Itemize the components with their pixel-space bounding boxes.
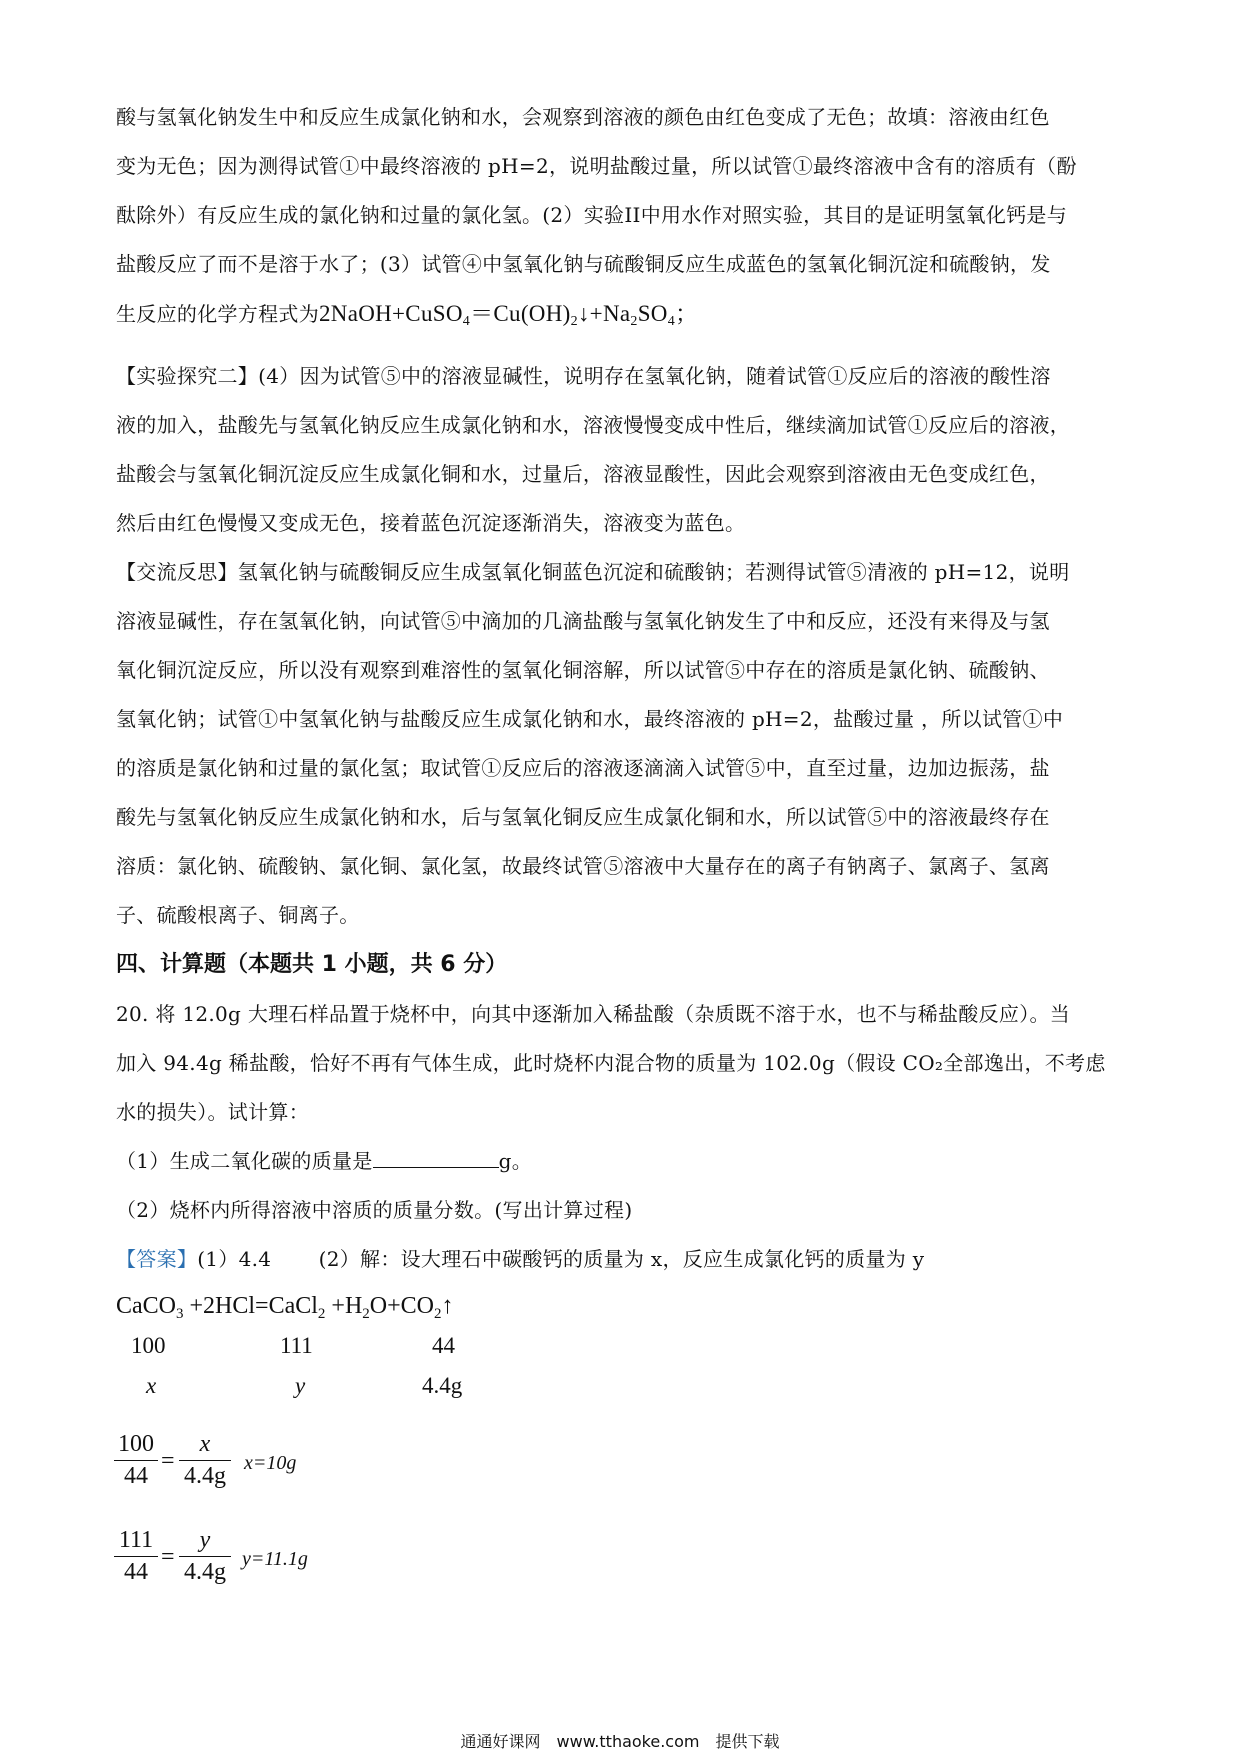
mass-co2: 4.4g [422,1373,463,1398]
fraction-y-4-4g: y 4.4g [179,1527,231,1586]
text-line: 酸先与氢氧化钠反应生成氯化钠和水，后与氢氧化铜反应生成氯化铜和水，所以试管⑤中的溶液最终存在 [116,805,1050,829]
caco3-hcl-equation: CaCO$_3$ +2HCl=CaCl$_2$ $+H_2O+CO_2↑$ [116,1293,454,1322]
text-line: 子、硫酸根离子、铜离子。 [116,903,360,927]
explanation-paragraph-1 [116,93,1134,339]
fraction-111-44: 111 44 [114,1527,158,1586]
page-footer: 通通好课网 www.tthaoke.com 提供下载 [460,1732,780,1751]
explanation-paragraph-3 [116,548,1134,940]
text-line: 然后由红色慢慢又变成无色，接着蓝色沉淀逐渐消失，溶液变为蓝色。 [116,511,746,535]
equals-sign: = [161,1544,175,1570]
text-line: 加入 94.4g 稀盐酸，恰好不再有气体生成，此时烧杯内混合物的质量为 102.0g（假设 CO₂全部逸出，不考虑 [116,1051,1106,1075]
text-line: 盐酸会与氢氧化铜沉淀反应生成氯化铜和水，过量后，溶液显酸性，因此会观察到溶液由无色变成红色， [116,462,1050,486]
answer-tag: 【答案】 [116,1247,198,1271]
text-line: 20. 将 12.0g 大理石样品置于烧杯中，向其中逐渐加入稀盐酸（杂质既不溶于水，也不与稀盐酸反应）。当 [116,1002,1071,1026]
unknown-x: x [146,1373,157,1398]
ratio-cacl2: 111 [280,1333,313,1358]
equals-sign: = [161,1448,175,1474]
unknown-y: y [295,1373,306,1398]
sub-question-2: （2）烧杯内所得溶液中溶质的质量分数。(写出计算过程) [116,1198,633,1222]
equation-line [116,289,1134,339]
text-line: 盐酸反应了而不是溶于水了；(3）试管④中氢氧化钠与硫酸铜反应生成蓝色的氢氧化铜沉淀和硫酸钠，发 [116,252,1051,276]
result-x: x=10g [244,1452,297,1474]
text-line: 氢氧化钠；试管①中氢氧化钠与盐酸反应生成氯化钠和水，最终溶液的 pH=2，盐酸过量 ，所以试管①中 [116,707,1064,731]
answer-text: (1）4.4 (2）解：设大理石中碳酸钙的质量为 x，反应生成氯化钙的质量为 y [197,1247,925,1271]
text-line: 的溶质是氯化钠和过量的氯化氢；取试管①反应后的溶液逐滴滴入试管⑤中，直至过量，边加边振荡，盐 [116,756,1050,780]
answer-blank [373,1149,499,1168]
fraction-100-44: 100 44 [114,1431,158,1490]
fraction-x-4-4g: x 4.4g [179,1431,231,1490]
text-line: 溶液显碱性，存在氢氧化钠，向试管⑤中滴加的几滴盐酸与氢氧化钠发生了中和反应，还没有来得及与氢 [116,609,1050,633]
result-y: y=11.1g [242,1548,308,1570]
equation-prefix: 生反应的化学方程式为 [116,302,319,326]
text-line: 酞除外）有反应生成的氯化钠和过量的氯化氢。(2）实验II中用水作对照实验，其目的是证明氢氧化钙是与 [116,203,1068,227]
text-line: 酸与氢氧化钠发生中和反应生成氯化钠和水，会观察到溶液的颜色由红色变成了无色；故填：溶液由红色 [116,105,1050,129]
text-line: 【实验探究二】(4）因为试管⑤中的溶液显碱性，说明存在氢氧化钠，随着试管①反应后的溶液的酸性溶 [116,364,1051,388]
ratio-co2: 44 [432,1333,455,1358]
naoh-cuso4-equation: $2NaOH+CuSO_4=Cu(OH)_2↓+Na_2SO_4$； [319,301,699,329]
text-line: 氧化铜沉淀反应，所以没有观察到难溶性的氢氧化铜溶解，所以试管⑤中存在的溶质是氯化钠、硫酸钠、 [116,658,1050,682]
ratio-caco3: 100 [131,1333,166,1358]
explanation-paragraph-2 [116,352,1134,548]
text-line: 水的损失）。试计算： [116,1100,309,1124]
answer-line [116,1235,1134,1284]
text-line: 变为无色；因为测得试管①中最终溶液的 pH=2，说明盐酸过量，所以试管①最终溶液中含有的溶质有（酚 [116,154,1077,178]
sub-question-1: （1）生成二氧化碳的质量是 g。 [116,1149,533,1173]
text-line: 溶质：氯化钠、硫酸钠、氯化铜、氯化氢，故最终试管⑤溶液中大量存在的离子有钠离子、氯离子、氢离 [116,854,1050,878]
text-line: 液的加入，盐酸先与氢氧化钠反应生成氯化钠和水，溶液慢慢变成中性后，继续滴加试管①反应后的溶液， [116,413,1071,437]
question-20 [116,990,1134,1284]
text-line: 【交流反思】氢氧化钠与硫酸铜反应生成氢氧化铜蓝色沉淀和硫酸钠；若测得试管⑤清液的 pH=12，说明 [116,560,1070,584]
section-heading: 四、计算题（本题共 1 小题，共 6 分） [116,952,508,977]
